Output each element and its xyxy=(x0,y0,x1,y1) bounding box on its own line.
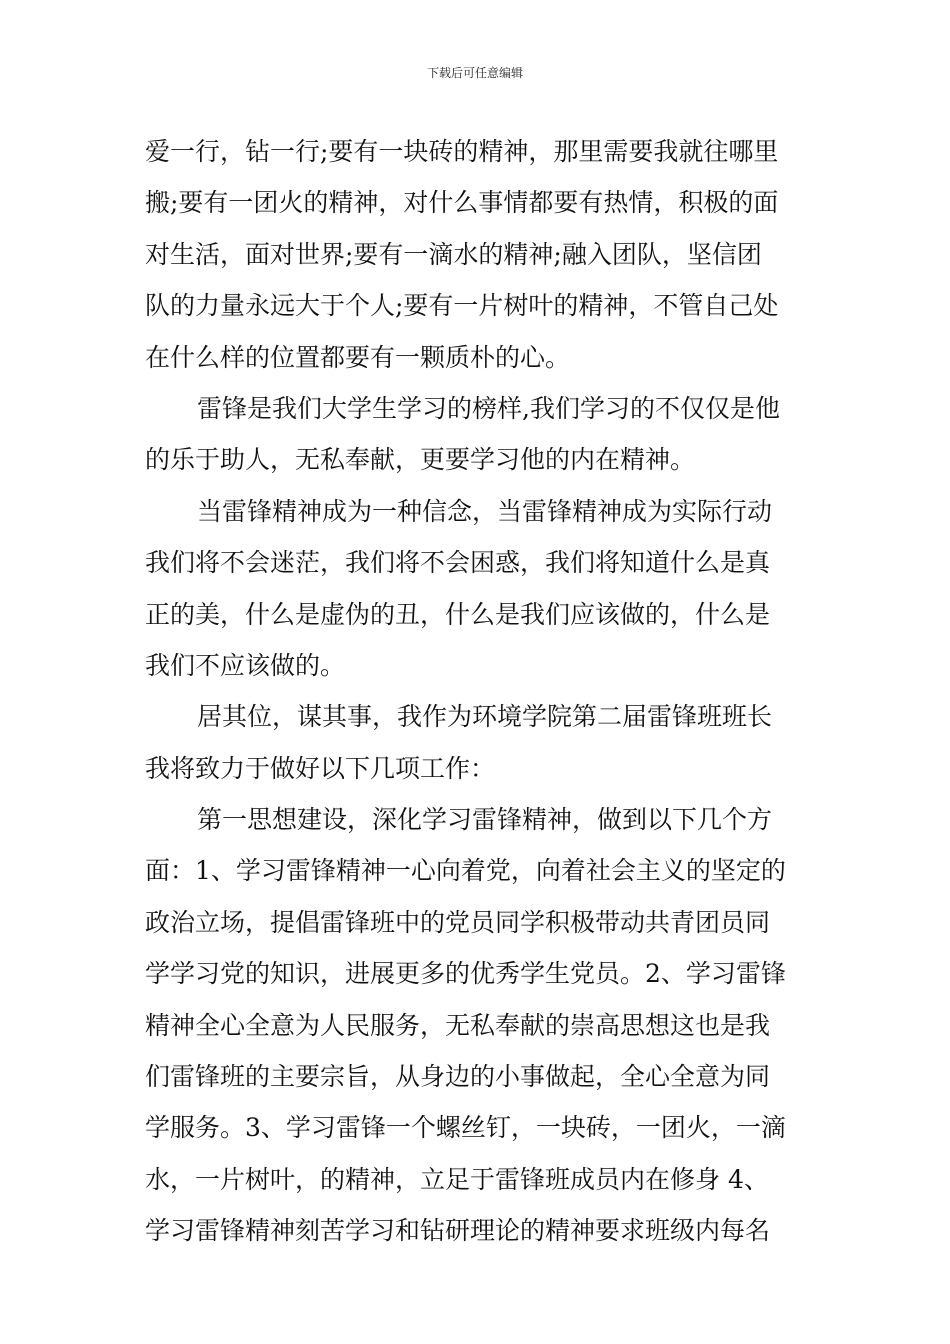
text-line: 学习雷锋精神刻苦学习和钻研理论的精神要求班级内每名 xyxy=(145,1216,771,1246)
paragraph-first-line: 雷锋是我们大学生学习的榜样,我们学习的不仅仅是他 xyxy=(197,393,780,423)
document-body xyxy=(145,126,815,1257)
text-line: 爱一行，钻一行;要有一块砖的精神，那里需要我就往哪里 xyxy=(145,137,779,166)
text-line: 水，一片树叶，的精神，立足于雷锋班成员内在修身 4、 xyxy=(145,1164,769,1194)
page-header: 下载后可任意编辑 xyxy=(426,66,523,80)
text-line: 精神全心全意为人民服务，无私奉献的崇高思想这也是我 xyxy=(145,1010,771,1040)
text-line: 政治立场，提倡雷锋班中的党员同学积极带动共青团员同 xyxy=(145,907,771,937)
text-line: 我们不应该做的。 xyxy=(145,650,346,680)
text-line: 对生活，面对世界;要有一滴水的精神;融入团队，坚信团 xyxy=(145,239,762,269)
paragraph-first-line: 居其位，谋其事，我作为环境学院第二届雷锋班班长 xyxy=(197,702,773,732)
paragraph-first-line: 第一思想建设，深化学习雷锋精神，做到以下几个方 xyxy=(197,805,773,835)
text-line: 在什么样的位置都要有一颗质朴的心。 xyxy=(145,342,571,372)
paragraph-first-line: 当雷锋精神成为一种信念，当雷锋精神成为实际行动 xyxy=(197,496,773,526)
text-line: 我将致力于做好以下几项工作： xyxy=(145,753,496,783)
text-line: 正的美，什么是虚伪的丑，什么是我们应该做的，什么是 xyxy=(145,599,771,629)
text-line: 我们将不会迷茫，我们将不会困惑，我们将知道什么是真 xyxy=(145,548,771,578)
text-line: 们雷锋班的主要宗旨，从身边的小事做起，全心全意为同 xyxy=(145,1062,771,1092)
text-line: 的乐于助人，无私奉献，更要学习他的内在精神。 xyxy=(145,445,696,475)
text-line: 学服务。3、学习雷锋一个螺丝钉，一块砖，一团火，一滴 xyxy=(145,1113,786,1143)
text-line: 面：1、学习雷锋精神一心向着党，向着社会主义的坚定的 xyxy=(145,856,786,886)
text-line: 搬;要有一团火的精神，对什么事情都要有热情，积极的面 xyxy=(145,188,779,218)
text-line: 队的力量永远大于个人;要有一片树叶的精神，不管自己处 xyxy=(145,291,779,321)
text-line: 学学习党的知识，进展更多的优秀学生党员。2、学习雷锋 xyxy=(145,959,786,989)
